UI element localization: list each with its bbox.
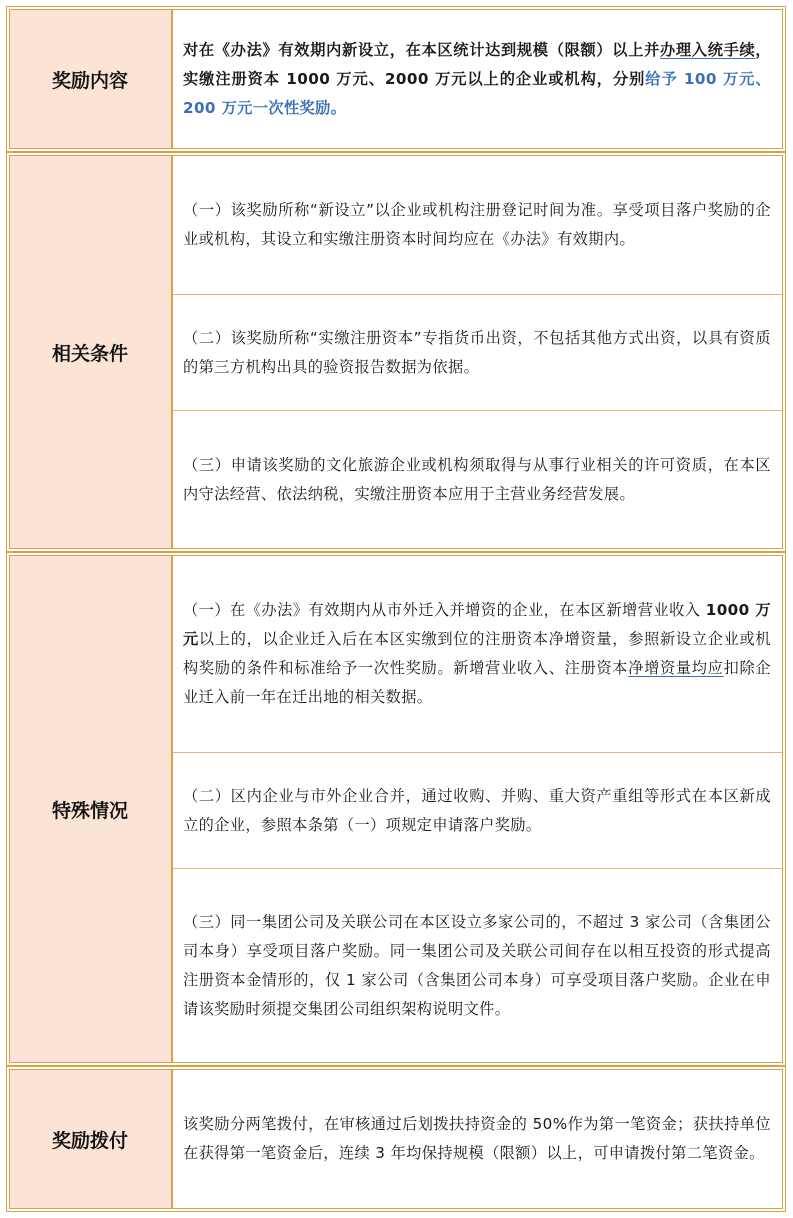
reward-text-underlined: 办理入统手续 (660, 40, 756, 59)
special-text-part-3: 扣除企业迁入前一年在迁出地的相关数据。 (183, 658, 771, 706)
reward-content-text (183, 36, 771, 123)
condition-text-3: （三）申请该奖励的文化旅游企业或机构须取得与从事行业相关的许可资质，在本区内守法经营、依法纳税，实缴注册资本应用于主营业务经营发展。 (183, 456, 771, 503)
row-label-reward-content: 奖励内容 (9, 9, 173, 149)
row-label-conditions: 相关条件 (9, 155, 173, 549)
condition-item (173, 155, 783, 294)
section-reward-payment (6, 1066, 786, 1212)
reward-payment-cell (173, 1069, 783, 1209)
special-case-item (173, 752, 783, 868)
reward-text-part-1: 对在《办法》有效期内新设立，在本区统计达到规模（限额）以上并 (183, 40, 660, 59)
condition-text-2: （二）该奖励所称“实缴注册资本”专指货币出资，不包括其他方式出资，以具有资质的第三方机构出具的验资报告数据为依据。 (183, 328, 771, 376)
section-special-cases (6, 552, 786, 1066)
reward-content-text-cell (173, 9, 783, 149)
special-case-text-3: （三）同一集团公司及关联公司在本区设立多家公司的，不超过 3 家公司（含集团公司本身）享受项目落户奖励。同一集团公司及关联公司间存在以相互投资的形式提高注册资本金情形的，仅 1 家公司（含集团公司本身）可享受项目落户奖励。企业在申请该奖励时须提交集团公司组织架构说明文件。 (183, 913, 771, 1018)
special-text-part-2: 以上的，以企业迁入后在本区实缴到位的注册资本净增资量，参照新设立企业或机构奖励的条件和标准给予一次性奖励。新增营业收入、注册资本 (183, 629, 771, 677)
special-cases-cells (173, 555, 783, 1063)
condition-item (173, 294, 783, 410)
condition-item (173, 410, 783, 549)
special-case-text-2: （二）区内企业与市外企业合并，通过收购、并购、重大资产重组等形式在本区新成立的企业，参照本条第（一）项规定申请落户奖励。 (183, 786, 771, 834)
section-conditions (6, 152, 786, 552)
condition-text-1: （一）该奖励所称“新设立”以企业或机构注册登记时间为准。享受项目落户奖励的企业或机构，其设立和实缴注册资本时间均应在《办法》有效期内。 (183, 200, 771, 248)
reward-payment-text-cell (173, 1069, 783, 1209)
row-label-reward-payment: 奖励拨付 (9, 1069, 173, 1209)
reward-text-highlight: 给予 100 万元、200 万元一次性奖励。 (183, 69, 771, 117)
reward-text-part-2: ，实缴注册资本 1000 万元、2000 万元以上的企业或机构，分别 (183, 40, 771, 88)
reward-content-cell (173, 9, 783, 149)
special-text-part-1: （一）在《办法》有效期内从市外迁入并增资的企业，在本区新增营业收入 (183, 600, 706, 619)
special-text-bold: 1000 万元 (183, 600, 771, 648)
conditions-cells (173, 155, 783, 549)
special-text-underlined: 净增资量均应 (628, 658, 724, 677)
section-reward-content (6, 6, 786, 152)
special-case-item (173, 555, 783, 752)
reward-payment-text: 该奖励分两笔拨付，在审核通过后划拨扶持资金的 50%作为第一笔资金；获扶持单位在获得第一笔资金后，连续 3 年均保持规模（限额）以上，可申请拨付第二笔资金。 (183, 1115, 771, 1162)
row-label-special-cases: 特殊情况 (9, 555, 173, 1063)
special-case-item (173, 868, 783, 1063)
special-case-text-1 (183, 596, 771, 712)
